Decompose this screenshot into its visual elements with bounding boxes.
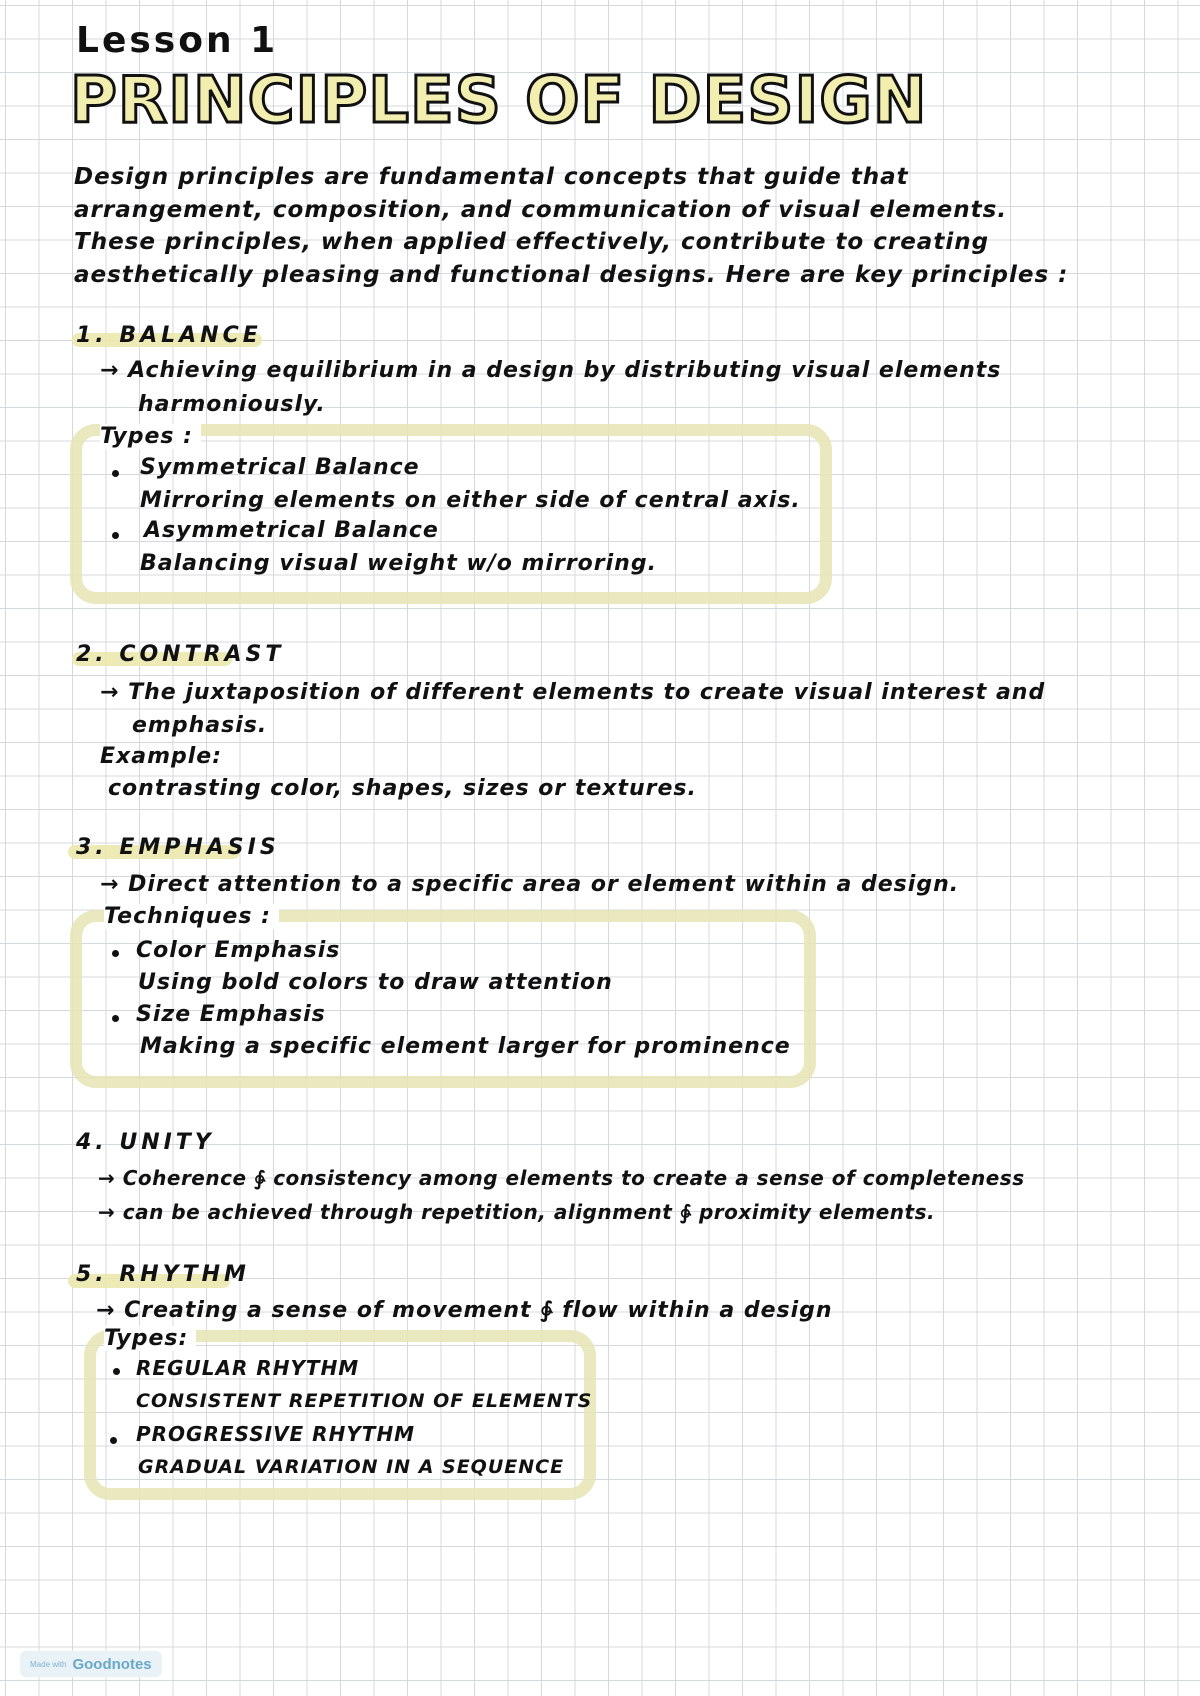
watermark-brand: Goodnotes <box>72 1655 152 1673</box>
balance-definition-line-2: harmoniously. <box>138 392 326 417</box>
balance-item-desc: Balancing visual weight w/o mirroring. <box>140 551 657 576</box>
unity-definition-line-1: → Coherence ∳ consistency among elements to create a sense of completeness <box>98 1166 1025 1190</box>
contrast-definition-line-1: → The juxtaposition of different elements to create visual interest and <box>100 680 1046 705</box>
watermark-made-with: Made with <box>30 1659 67 1669</box>
bullet-dot <box>110 1437 117 1444</box>
balance-item-name: Symmetrical Balance <box>140 455 420 480</box>
contrast-heading: 2. CONTRAST <box>76 642 285 667</box>
emphasis-item-desc: Using bold colors to draw attention <box>138 970 613 995</box>
bullet-dot <box>112 532 119 539</box>
emphasis-techniques-box <box>70 910 816 1088</box>
contrast-example-label: Example: <box>100 744 222 769</box>
balance-types-label: Types : <box>100 424 201 449</box>
emphasis-item-name: Color Emphasis <box>136 938 341 963</box>
balance-heading: 1. BALANCE <box>76 323 262 348</box>
lesson-label: Lesson 1 <box>76 20 279 61</box>
balance-definition-line-1: → Achieving equilibrium in a design by distributing visual elements <box>100 358 1002 383</box>
intro-paragraph: Design principles are fundamental concepts that guide that arrangement, composition, and communication of visual elements. These principles, when applied effectively, contribute to creating aesthetically pleasing and functional designs. Here are key principles : <box>74 164 1069 288</box>
emphasis-item-desc: Making a specific element larger for prominence <box>140 1034 791 1059</box>
balance-item-desc: Mirroring elements on either side of central axis. <box>140 488 801 513</box>
rhythm-item-desc: CONSISTENT REPETITION OF ELEMENTS <box>136 1390 593 1412</box>
contrast-example: contrasting color, shapes, sizes or textures. <box>108 776 697 801</box>
emphasis-definition-line-1: → Direct attention to a specific area or element within a design. <box>100 872 960 897</box>
emphasis-heading: 3. EMPHASIS <box>76 835 280 860</box>
unity-heading: 4. UNITY <box>76 1130 215 1155</box>
balance-types-box <box>70 424 832 604</box>
page-title: PRINCIPLES OF DESIGN <box>70 64 928 138</box>
rhythm-item-name: REGULAR RHYTHM <box>136 1356 360 1380</box>
rhythm-types-label: Types: <box>104 1326 196 1351</box>
rhythm-definition-line-1: → Creating a sense of movement ∳ flow within a design <box>96 1298 833 1323</box>
unity-definition-line-2: → can be achieved through repetition, alignment ∳ proximity elements. <box>98 1200 936 1224</box>
rhythm-heading: 5. RHYTHM <box>76 1262 250 1287</box>
bullet-dot <box>113 1368 120 1375</box>
bullet-dot <box>112 950 119 957</box>
rhythm-item-name: PROGRESSIVE RHYTHM <box>136 1422 416 1446</box>
bullet-dot <box>112 1015 119 1022</box>
contrast-definition-line-2: emphasis. <box>132 713 268 738</box>
emphasis-techniques-label: Techniques : <box>104 904 279 929</box>
emphasis-item-name: Size Emphasis <box>136 1002 326 1027</box>
goodnotes-watermark <box>20 1651 162 1677</box>
bullet-dot <box>112 470 119 477</box>
rhythm-item-desc: GRADUAL VARIATION IN A SEQUENCE <box>138 1456 565 1478</box>
balance-item-name: Asymmetrical Balance <box>144 518 439 543</box>
